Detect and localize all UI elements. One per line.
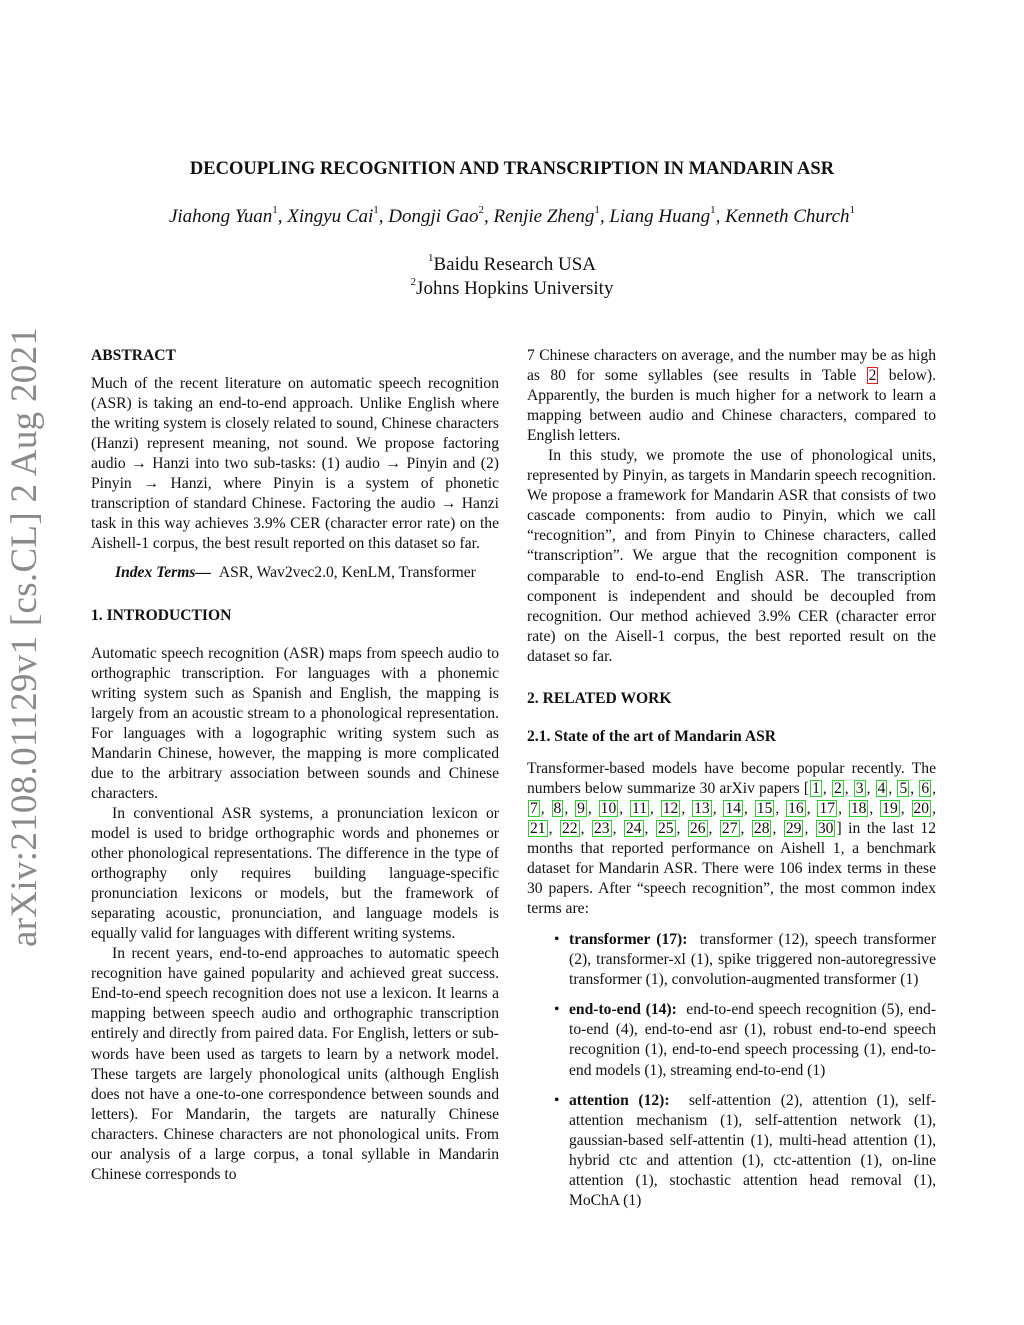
author: Renjie Zheng$^1$ [493, 204, 600, 227]
table-reference-link[interactable]: 2 [868, 367, 877, 385]
paragraph: In conventional ASR systems, a pronunciation lexicon or model is used to bridge orthographic words and phonemes or other phonological representations. The difference in the type of orthography only requires building language-specific pronunciation lexicons or models, but the framework of separating acoustic, pronunciation, and language models is equally valid for languages with different writing systems. [91, 804, 499, 943]
citation-link[interactable]: 9 [577, 799, 585, 817]
citation-link[interactable]: 28 [753, 819, 770, 837]
citation-link[interactable]: 21 [530, 819, 546, 837]
citation-link[interactable]: 15 [756, 799, 773, 817]
right-column [527, 346, 936, 1221]
author: Kenneth Church$^1$ [725, 204, 856, 227]
intro-heading: 1. INTRODUCTION [91, 606, 232, 624]
citation-link[interactable]: 19 [882, 799, 898, 817]
citation-link[interactable]: 20 [913, 799, 930, 817]
citation-link[interactable]: 13 [694, 799, 710, 817]
citation-list: 1 , 2 , 3 , 4 , 5 , 6 , 7 , 8 , 9 , 10 , 11 , 12 , 13 , 14 , 15 , 16 , 17 , 18 , 19 , 20 , 21 , 22 , 23 , 24 , 25 , 26 , 27 , 28 , 29 , 30 [530, 779, 937, 837]
affiliation: $^1$Baidu Research USA [427, 252, 597, 275]
citation-link[interactable]: 10 [600, 799, 617, 817]
list-item: • end-to-end (14): end-to-end speech recognition (5), end-to-end (4), end-to-end asr (1), robust end-to-end speech recognition (1), end-to-end speech processing (1), end-to-end models (1), streaming end-to-end (1) [554, 1001, 937, 1079]
author: Jiahong Yuan$^1$ [168, 204, 278, 227]
citation-link[interactable]: 4 [877, 779, 886, 797]
citation-link[interactable]: 6 [921, 779, 930, 797]
paragraph: Automatic speech recognition (ASR) maps from speech audio to orthographic transcription. For languages with a phonemic writing system such as Spanish and English, the mapping is largely from an acoustic stream to a phonological representation. For languages with a logographic writing system such as Mandarin Chinese, however, the mapping is more complicated due to the arbitrary association between sounds and Chinese characters. [91, 644, 499, 802]
citation-link[interactable]: 8 [553, 799, 562, 817]
related-work-heading: 2. RELATED WORK [527, 689, 672, 707]
citation-link[interactable]: 11 [631, 799, 647, 817]
author-list: Jiahong Yuan$^1$, Xingyu Cai$^1$, Dongji Gao$^2$, Renjie Zheng$^1$, Liang Huang$^1$, Kenneth Church$^1$ [168, 204, 856, 227]
left-column [91, 346, 499, 1185]
citation-link[interactable]: 5 [899, 779, 908, 797]
author: Dongji Gao$^2$ [388, 204, 485, 227]
paragraph: 7 Chinese characters on average, and the number may be as high as 80 for some syllables (see results in Table 2 below). Apparently, the burden is much higher for a network to learn a mapping between audio and Chinese characters, compared to English letters. [527, 347, 936, 445]
list-item: • transformer (17): transformer (12), speech transformer (2), transformer-xl (1), spike triggered non-autoregressive transformer (1), convolution-augmented transformer (1) [554, 931, 937, 989]
paragraph: Transformer-based models have become popular recently. The numbers below summarize 30 arXiv papers [ 1 , 2 , 3 , 4 , 5 , 6 , 7 , 8 , 9 , 10 , 11 , 12 , 13 , 14 , 15 , 16 , 17 , 18 , 19 , 20 , 21 , 22 , 23 , 24 , 25 , 26 , 27 , 28 , 29 , 30 ] in the last 12 months that reported performance on Aishell 1, a benchmark dataset for Mandarin ASR. There were 106 index terms in these 30 papers. After “speech recognition”, the most common index terms are: [527, 759, 937, 918]
citation-link[interactable]: 23 [593, 819, 610, 837]
citation-link[interactable]: 27 [721, 819, 738, 837]
citation-link[interactable]: 17 [819, 799, 836, 817]
abstract-text: Much of the recent literature on automatic speech recognition (ASR) is taking an end-to-end approach. Unlike English where the writing system is closely related to sound, Chinese characters (Hanzi) represent meaning, not sound. We propose factoring audio → Hanzi into two sub-tasks: (1) audio → Pinyin and (2) Pinyin → Hanzi, where Pinyin is a system of phonetic transcription of standard Chinese. Factoring the audio → Hanzi task in this way achieves 3.9% CER (character error rate) on the Aishell-1 corpus, the best result reported on this dataset so far. [91, 375, 499, 553]
citation-link[interactable]: 30 [817, 819, 834, 837]
citation-link[interactable]: 29 [785, 819, 802, 837]
citation-link[interactable]: 2 [833, 779, 842, 797]
paper-title: DECOUPLING RECOGNITION AND TRANSCRIPTION IN MANDARIN ASR [189, 159, 835, 179]
abstract-heading: ABSTRACT [91, 347, 176, 364]
citation-link[interactable]: 16 [788, 799, 804, 817]
affiliation: $^2$Johns Hopkins University [410, 276, 614, 299]
citation-link[interactable]: 3 [855, 779, 864, 797]
author: Liang Huang$^1$ [609, 204, 716, 227]
citation-link[interactable]: 1 [812, 779, 820, 797]
index-terms: Index Terms— ASR, Wav2vec2.0, KenLM, Transformer [115, 564, 476, 582]
citation-link[interactable]: 24 [625, 819, 642, 837]
list-item: • attention (12): self-attention (2), attention (1), self-attention mechanism (1), self-attention network (1), gaussian-based self-attentin (1), multi-head attention (1), hybrid ctc and attention (1), ctc-attention (1), on-line attention (1), stochastic attention head removal (1), MoChA (1) [554, 1091, 937, 1209]
paragraph: In this study, we promote the use of phonological units, represented by Pinyin, as targets in Mandarin speech recognition. We propose a framework for Mandarin ASR that consists of two cascade components: from audio to Pinyin, which we call “recognition”, and from Pinyin to Chinese characters, called “transcription”. We argue that the recognition component is comparable to end-to-end English ASR. The transcription component is independent and should be decoupled from recognition. Our method achieved 3.9% CER (character error rate) on the Aisell-1 corpus, the best reported result on the dataset so far. [527, 447, 936, 665]
citation-link[interactable]: 22 [561, 819, 578, 837]
citation-link[interactable]: 14 [725, 799, 742, 817]
author: Xingyu Cai$^1$ [287, 204, 379, 227]
citation-link[interactable]: 26 [689, 819, 706, 837]
citation-link[interactable]: 25 [657, 819, 674, 837]
arxiv-sidebar-stamp: arXiv:2108.01129v1 [cs.CL] 2 Aug 2021 [4, 326, 45, 947]
citation-link[interactable]: 12 [662, 799, 679, 817]
index-term-list [527, 930, 936, 1211]
paragraph: In recent years, end-to-end approaches to automatic speech recognition have gained popularity and achieved great success. End-to-end speech recognition does not use a lexicon. It learns a mapping between speech audio and orthographic transcription entirely and directly from paired data. For English, letters or sub-words have been used as targets to learn by a network model. These targets are largely phonological units (although English does not have a one-to-one correspondence between sounds and letters). For Mandarin, the targets are naturally Chinese characters. Chinese characters are not phonological units. From our analysis of a large corpus, a tonal syllable in Mandarin Chinese corresponds to [91, 945, 499, 1183]
subsection-heading: 2.1. State of the art of Mandarin ASR [527, 727, 777, 745]
citation-link[interactable]: 18 [850, 799, 867, 817]
citation-link[interactable]: 7 [530, 799, 538, 817]
